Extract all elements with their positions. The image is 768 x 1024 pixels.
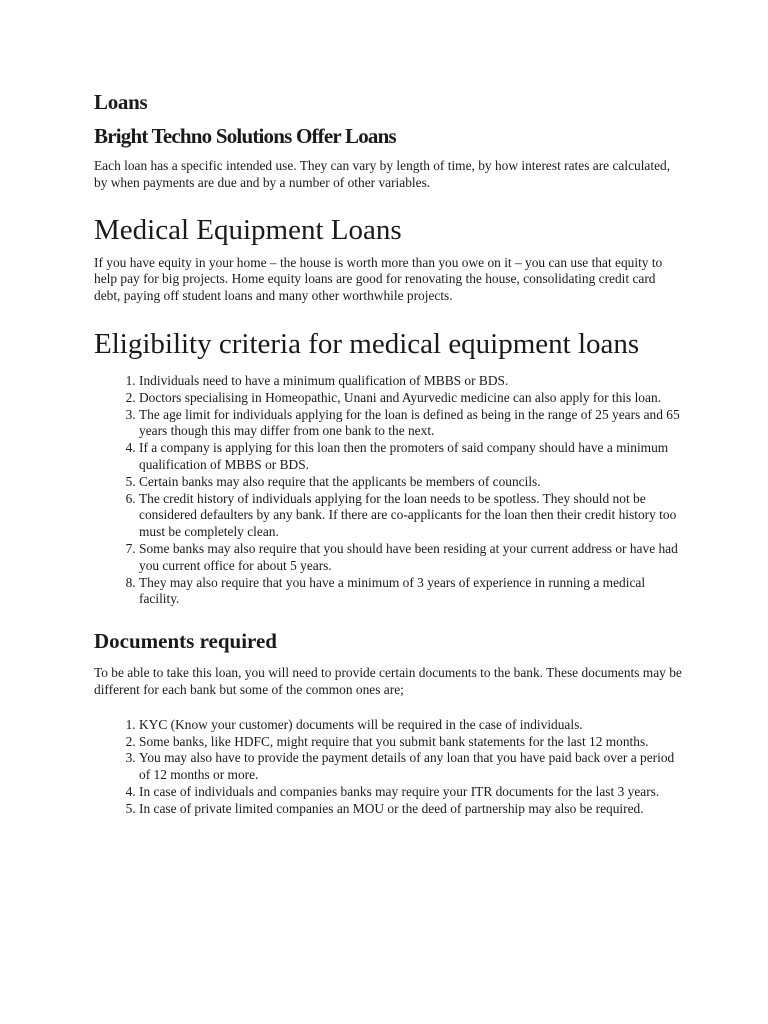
list-item: 1. Individuals need to have a minimum qualification of MBBS or BDS. xyxy=(139,373,684,390)
documents-intro: To be able to take this loan, you will need to provide certain documents to the bank. These documents may be different for each bank but some of the common ones are; xyxy=(94,665,682,697)
document-page xyxy=(94,88,684,818)
medical-heading: Medical Equipment Loans xyxy=(94,213,402,246)
company-heading: Bright Techno Solutions Offer Loans xyxy=(94,124,396,148)
list-item: 3. You may also have to provide the payment details of any loan that you have paid back over a period of 12 months or more. xyxy=(139,750,684,784)
list-item: 5. In case of private limited companies an MOU or the deed of partnership may also be required. xyxy=(139,801,684,818)
eligibility-list xyxy=(94,373,684,608)
eligibility-heading: Eligibility criteria for medical equipment loans xyxy=(94,327,640,360)
list-item: 1. KYC (Know your customer) documents will be required in the case of individuals. xyxy=(139,717,684,734)
list-item: 2. Some banks, like HDFC, might require that you submit bank statements for the last 12 months. xyxy=(139,734,684,751)
list-item: 3. The age limit for individuals applying for the loan is defined as being in the range of 25 years and 65 years though this may differ from one bank to the next. xyxy=(139,407,684,441)
medical-paragraph: If you have equity in your home – the house is worth more than you owe on it – you can use that equity to help pay for big projects. Home equity loans are good for renovating the house, consolidating credit card debt, paying off student loans and many other worthwhile projects. xyxy=(94,254,663,304)
list-item: 7. Some banks may also require that you should have been residing at your current address or have had you current office for about 5 years. xyxy=(139,541,684,575)
documents-heading: Documents required xyxy=(94,629,277,654)
list-item: 6. The credit history of individuals applying for the loan needs to be spotless. They should not be considered defaulters by any bank. If there are co-applicants for the loan then their credit history too must be completely clean. xyxy=(139,491,684,541)
documents-list xyxy=(94,717,684,818)
intro-paragraph: Each loan has a specific intended use. They can vary by length of time, by how interest rates are calculated, by when payments are due and by a number of other variables. xyxy=(94,158,671,190)
page-title: Loans xyxy=(94,90,148,114)
list-item: 2. Doctors specialising in Homeopathic, Unani and Ayurvedic medicine can also apply for this loan. xyxy=(139,390,684,407)
list-item: 8. They may also require that you have a minimum of 3 years of experience in running a medical facility. xyxy=(139,575,684,609)
list-item: 5. Certain banks may also require that the applicants be members of councils. xyxy=(139,474,684,491)
list-item: 4. If a company is applying for this loan then the promoters of said company should have a minimum qualification of MBBS or BDS. xyxy=(139,440,684,474)
list-item: 4. In case of individuals and companies banks may require your ITR documents for the last 3 years. xyxy=(139,784,684,801)
